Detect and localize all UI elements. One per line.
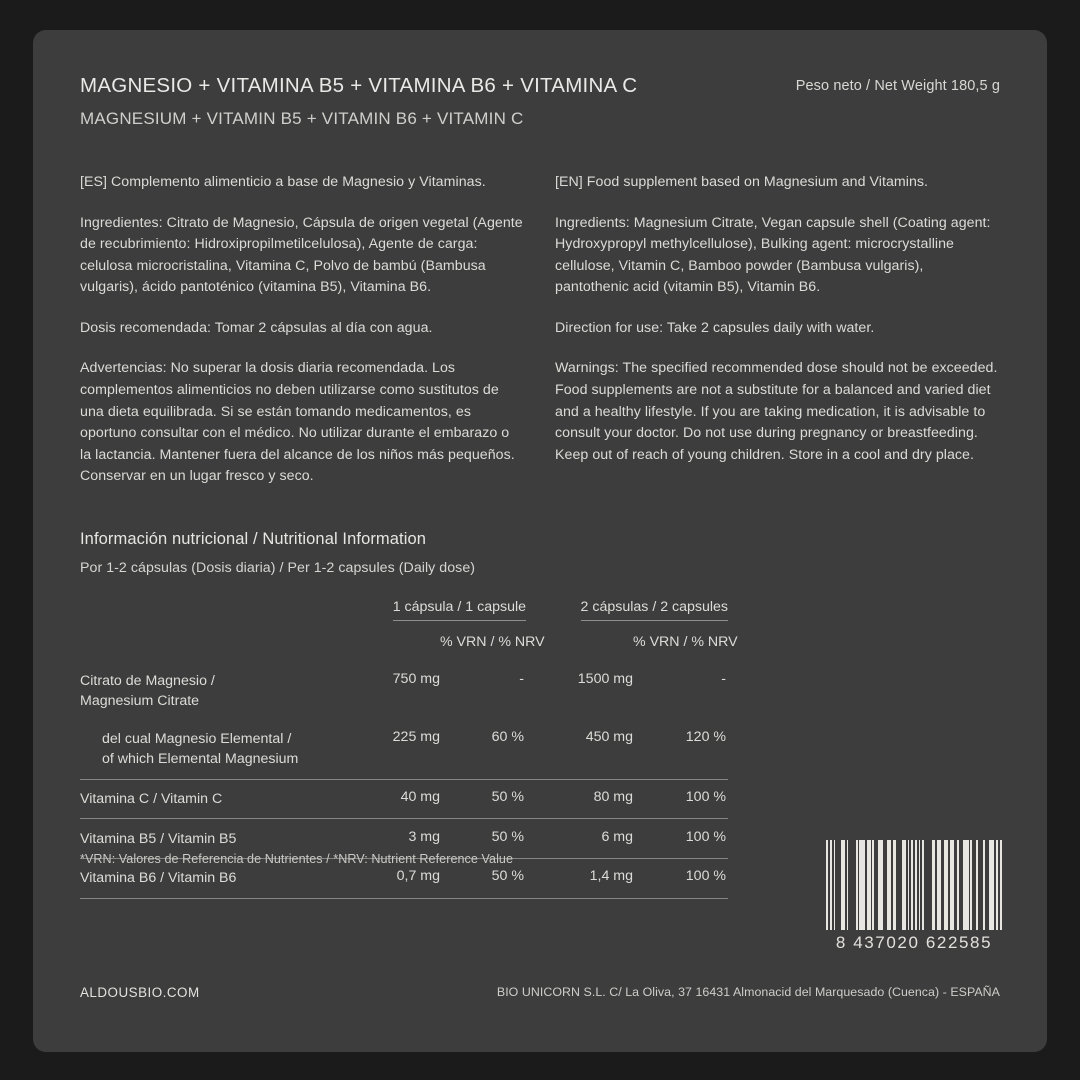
barcode-bar <box>848 840 855 930</box>
barcode-bars <box>826 840 1002 930</box>
cell-nrv-2: 120 % <box>685 729 727 746</box>
table-row <box>80 720 728 763</box>
cell-nrv-1: - <box>519 671 525 687</box>
row-label-vitamin-b5: Vitamina B5 / Vitamin B5 <box>80 830 237 847</box>
cell-nrv-1: 60 % <box>491 729 525 746</box>
table-subheader-row <box>80 626 728 662</box>
cell-nrv-1: 50 % <box>491 789 525 806</box>
spacer-amount-2 <box>526 763 633 779</box>
header-nutrient-blank <box>80 599 348 626</box>
spanish-dosage: Dosis recomendada: Tomar 2 cápsulas al día con agua. <box>80 319 433 336</box>
label-footer <box>80 985 1000 1000</box>
title-block <box>80 74 637 128</box>
english-intro: [EN] Food supplement based on Magnesium and Vitamins. <box>555 174 929 190</box>
subheader-amount-1-blank <box>348 626 440 662</box>
spacer-nrv-1 <box>440 763 526 779</box>
english-ingredients: Ingredients: Magnesium Citrate, Vegan capsule shell (Coating agent: Hydroxypropyl methylcellulose), Bulking agent: microcrystalline cellulose, Vitamin C, Bamboo powder (Bambusa vulgaris), pantothenic acid (vitamin B5), Vitamin B6. <box>555 214 991 296</box>
spanish-column <box>80 172 524 488</box>
english-dosage: Direction for use: Take 2 capsules daily with water. <box>555 319 875 336</box>
row-label-elemental-magnesium <box>80 720 348 779</box>
cell-amount-2: 1500 mg <box>577 671 634 687</box>
table-row <box>80 780 728 819</box>
website-link[interactable]: ALDOUSBIO.COM <box>80 985 200 1000</box>
spacer-nrv-1 <box>440 705 526 720</box>
barcode-bar <box>924 840 931 930</box>
spanish-warnings: Advertencias: No superar la dosis diaria recomendada. Los complementos alimenticios no deben utilizarse como sustitutos de una dieta equilibrada. Si se están tomando medicamentos, es oportuno consultar con el médico. No utilizar durante el embarazo o la lactancia. Mantener fuera del alcance de los niños más pequeños. Conservar en un lugar fresco y seco. <box>80 360 515 485</box>
cell-amount-2: 6 mg <box>601 828 634 845</box>
row-label-es: del cual Magnesio Elemental / <box>102 731 292 748</box>
spacer-amount-1 <box>348 763 440 779</box>
spanish-ingredients: Ingredientes: Citrato de Magnesio, Cápsula de origen vegetal (Agente de recubrimiento: Hidroxipropilmetilcelulosa), Agente de carga: celulosa microcristalina, Vitamina C, Polvo de bambú (Bambusa vulgaris), ácido pantoténico (vitamina B5), Vitamina B6. <box>80 214 523 296</box>
spanish-intro: [ES] Complemento alimenticio a base de Magnesio y Vitaminas. <box>80 174 486 190</box>
spacer-nrv-2 <box>633 763 728 779</box>
net-weight: Peso neto / Net Weight 180,5 g <box>795 78 1000 94</box>
barcode-digits: 8 437020 622585 <box>835 933 993 952</box>
header-one-capsule: 1 cápsula / 1 capsule <box>348 599 526 626</box>
cell-amount-2: 1,4 mg <box>589 868 634 885</box>
page-title: MAGNESIO + VITAMINA B5 + VITAMINA B6 + VITAMINA C <box>80 74 638 97</box>
page-subtitle: MAGNESIUM + VITAMIN B5 + VITAMIN B6 + VITAMIN C <box>80 108 524 128</box>
cell-amount-1: 225 mg <box>392 729 440 746</box>
product-label-card <box>33 30 1047 1052</box>
subheader-nrv-1: % VRN / % NRV <box>440 634 545 650</box>
cell-amount-1: 750 mg <box>392 671 440 687</box>
barcode <box>826 840 1002 953</box>
table-row <box>80 662 728 705</box>
row-label-en: of which Elemental Magnesium <box>102 751 299 768</box>
cell-nrv-2: 100 % <box>685 828 727 845</box>
cell-amount-1: 3 mg <box>408 828 440 845</box>
cell-amount-1: 40 mg <box>400 789 440 806</box>
cell-amount-2: 450 mg <box>585 729 634 746</box>
cell-amount-1: 0,7 mg <box>396 868 440 885</box>
subheader-blank <box>80 626 348 662</box>
cell-nrv-1: 50 % <box>491 828 525 845</box>
english-column <box>555 172 999 488</box>
header-two-capsules: 2 cápsulas / 2 capsules <box>526 599 728 626</box>
row-label-vitamin-c: Vitamina C / Vitamin C <box>80 791 223 808</box>
nutrition-section <box>80 530 780 899</box>
company-address: BIO UNICORN S.L. C/ La Oliva, 37 16431 Almonacid del Marquesado (Cuenca) - ESPAÑA <box>496 985 1000 999</box>
nutrition-title: Información nutricional / Nutritional Information <box>80 530 427 548</box>
english-warnings: Warnings: The specified recommended dose should not be exceeded. Food supplements are not a substitute for a balanced and varied diet and a healthy lifestyle. If you are taking medication, it is advisable to consult your doctor. Do not use during pregnancy or breastfeeding. Keep out of reach of young children. Store in a cool and dry place. <box>555 360 998 463</box>
subheader-nrv-2: % VRN / % NRV <box>633 634 738 650</box>
row-label-en: Magnesium Citrate <box>80 693 200 710</box>
barcode-bar <box>1000 840 1002 930</box>
nutrition-serving-note: Por 1-2 cápsulas (Dosis diaria) / Per 1-2 capsules (Daily dose) <box>80 560 476 576</box>
row-label-es: Citrato de Magnesio / <box>80 673 215 689</box>
nutrition-footnote: *VRN: Valores de Referencia de Nutrientes / *NRV: Nutrient Reference Value <box>80 852 514 866</box>
table-divider <box>80 898 728 899</box>
spacer-amount-1 <box>348 705 440 720</box>
cell-nrv-2: 100 % <box>685 868 727 885</box>
spacer-amount-2 <box>526 705 633 720</box>
spacer-nrv-2 <box>633 705 728 720</box>
cell-nrv-1: 50 % <box>491 868 525 885</box>
cell-nrv-2: 100 % <box>685 789 727 806</box>
description-columns <box>80 172 1000 488</box>
table-header-row <box>80 599 728 626</box>
cell-nrv-2: - <box>721 671 727 687</box>
cell-amount-2: 80 mg <box>593 789 634 806</box>
row-label-vitamin-b6: Vitamina B6 / Vitamin B6 <box>80 870 237 887</box>
label-header <box>80 74 1000 129</box>
row-label-magnesium-citrate <box>80 662 348 720</box>
